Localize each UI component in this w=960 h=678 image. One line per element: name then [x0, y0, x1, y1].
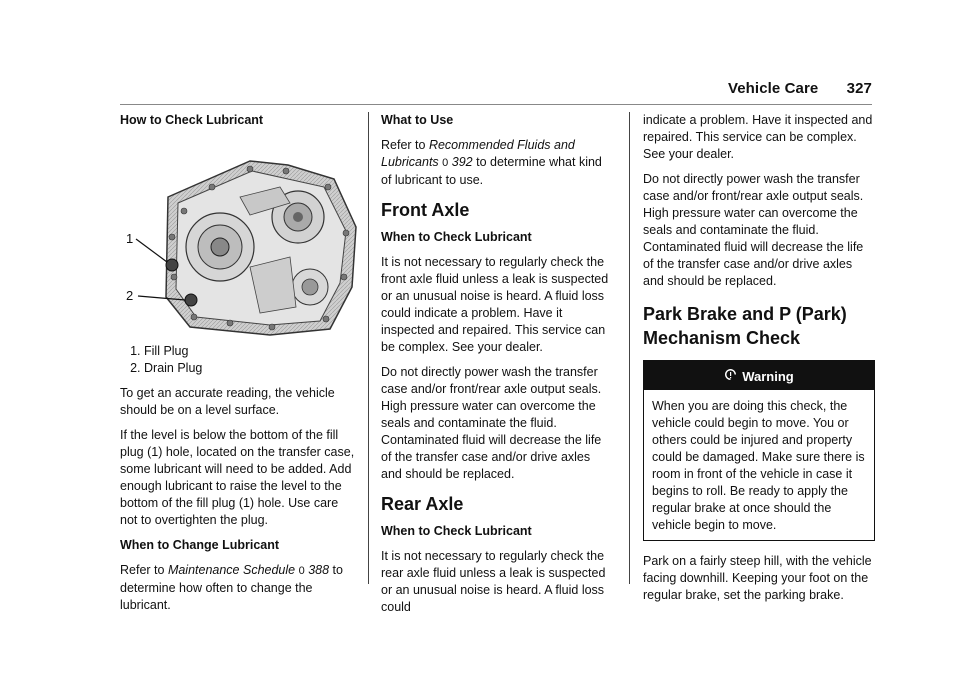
- heading-line: Park Brake and P (Park): [643, 304, 847, 324]
- column-divider-2: [629, 112, 630, 584]
- column-divider-1: [368, 112, 369, 584]
- park-brake-heading: [643, 302, 875, 350]
- transfer-case-figure: [120, 137, 358, 337]
- column-3: [643, 112, 875, 612]
- section-title: Vehicle Care: [727, 80, 819, 97]
- page-ref-number[interactable]: 392: [451, 155, 473, 169]
- text-span: to determine what kind of lubricant to use.: [381, 155, 602, 187]
- rear-axle-heading: Rear Axle: [381, 494, 464, 514]
- maintenance-schedule-link[interactable]: Maintenance Schedule: [167, 563, 296, 577]
- figure-legend-list: [120, 343, 358, 377]
- text-span: Refer to: [120, 563, 168, 577]
- legend-item: 1. Fill Plug: [144, 343, 358, 360]
- paragraph: To get an accurate reading, the vehicle should be on a level surface.: [120, 386, 335, 417]
- heading-line: Mechanism Check: [643, 328, 801, 348]
- page-number: 327: [846, 80, 872, 97]
- paragraph: Do not directly power wash the transfer case and/or front/rear axle output seals. High pressure water can overcome the seals and contaminate the fluid. Contaminated fluid will decrease the life of the transfer case and/or drive axles and should be replaced.: [643, 172, 864, 288]
- legend-item: 2. Drain Plug: [144, 360, 358, 377]
- column-1: [120, 112, 358, 622]
- when-to-check-heading: When to Check Lubricant: [381, 524, 532, 538]
- paragraph: [381, 137, 613, 189]
- front-axle-heading: Front Axle: [381, 200, 470, 220]
- header-divider: [120, 104, 872, 105]
- warning-header: [644, 361, 874, 390]
- paragraph: It is not necessary to regularly check the rear axle fluid unless a leak is suspected or an unusual noise is heard. A fluid loss could: [381, 549, 606, 614]
- transfer-case-illustration: [120, 137, 358, 337]
- paragraph: It is not necessary to regularly check the front axle fluid unless a leak is suspected or an unusual noise is heard. A fluid loss could indicate a problem. Have it inspected and repaired. This service can be complex. See your dealer.: [381, 255, 609, 354]
- column-2: [381, 112, 613, 624]
- paragraph: Park on a fairly steep hill, with the vehicle facing downhill. Keeping your foot on the regular brake, set the parking brake.: [643, 554, 872, 602]
- recommended-fluids-link[interactable]: Recommended Fluids and Lubricants: [381, 138, 575, 169]
- paragraph: indicate a problem. Have it inspected and repaired. This service can be complex. See your dealer.: [643, 113, 873, 161]
- how-to-check-heading: How to Check Lubricant: [120, 113, 264, 127]
- warning-text: When you are doing this check, the vehicle could begin to move. You or others could be injured and property could be damaged. Make sure there is room in front of the vehicle in case it begins to roll. Be ready to apply the regular brake at once should the vehicle begin to move.: [652, 399, 865, 532]
- page-ref-number[interactable]: 388: [308, 563, 330, 577]
- warning-box: [643, 360, 875, 541]
- when-to-check-heading: When to Check Lubricant: [381, 230, 532, 244]
- figure-label-fill-plug: 1: [126, 231, 134, 246]
- paragraph: Do not directly power wash the transfer case and/or front/rear axle output seals. High pressure water can overcome the seals and contaminate the fluid. Contaminated fluid will decrease the life of the transfer case and/or drive axles and should be replaced.: [381, 365, 602, 481]
- figure-label-drain-plug: 2: [126, 288, 134, 303]
- warning-title: Warning: [742, 369, 794, 384]
- paragraph: If the level is below the bottom of the fill plug (1) hole, located on the transfer case, some lubricant will need to be added. Add enough lubricant to raise the level to the bottom of the fill plug (1) hole. Use care not to overtighten the plug.: [120, 428, 355, 527]
- warning-icon: [724, 368, 737, 385]
- when-to-change-heading: When to Change Lubricant: [120, 538, 280, 552]
- text-span: to determine how often to change the lubricant.: [120, 563, 343, 612]
- page-ref-icon: 0: [298, 565, 305, 577]
- paragraph: [120, 562, 358, 614]
- page-ref-icon: 0: [442, 157, 449, 169]
- what-to-use-heading: What to Use: [381, 113, 454, 127]
- page-header: [728, 80, 872, 97]
- text-span: Refer to: [381, 138, 429, 152]
